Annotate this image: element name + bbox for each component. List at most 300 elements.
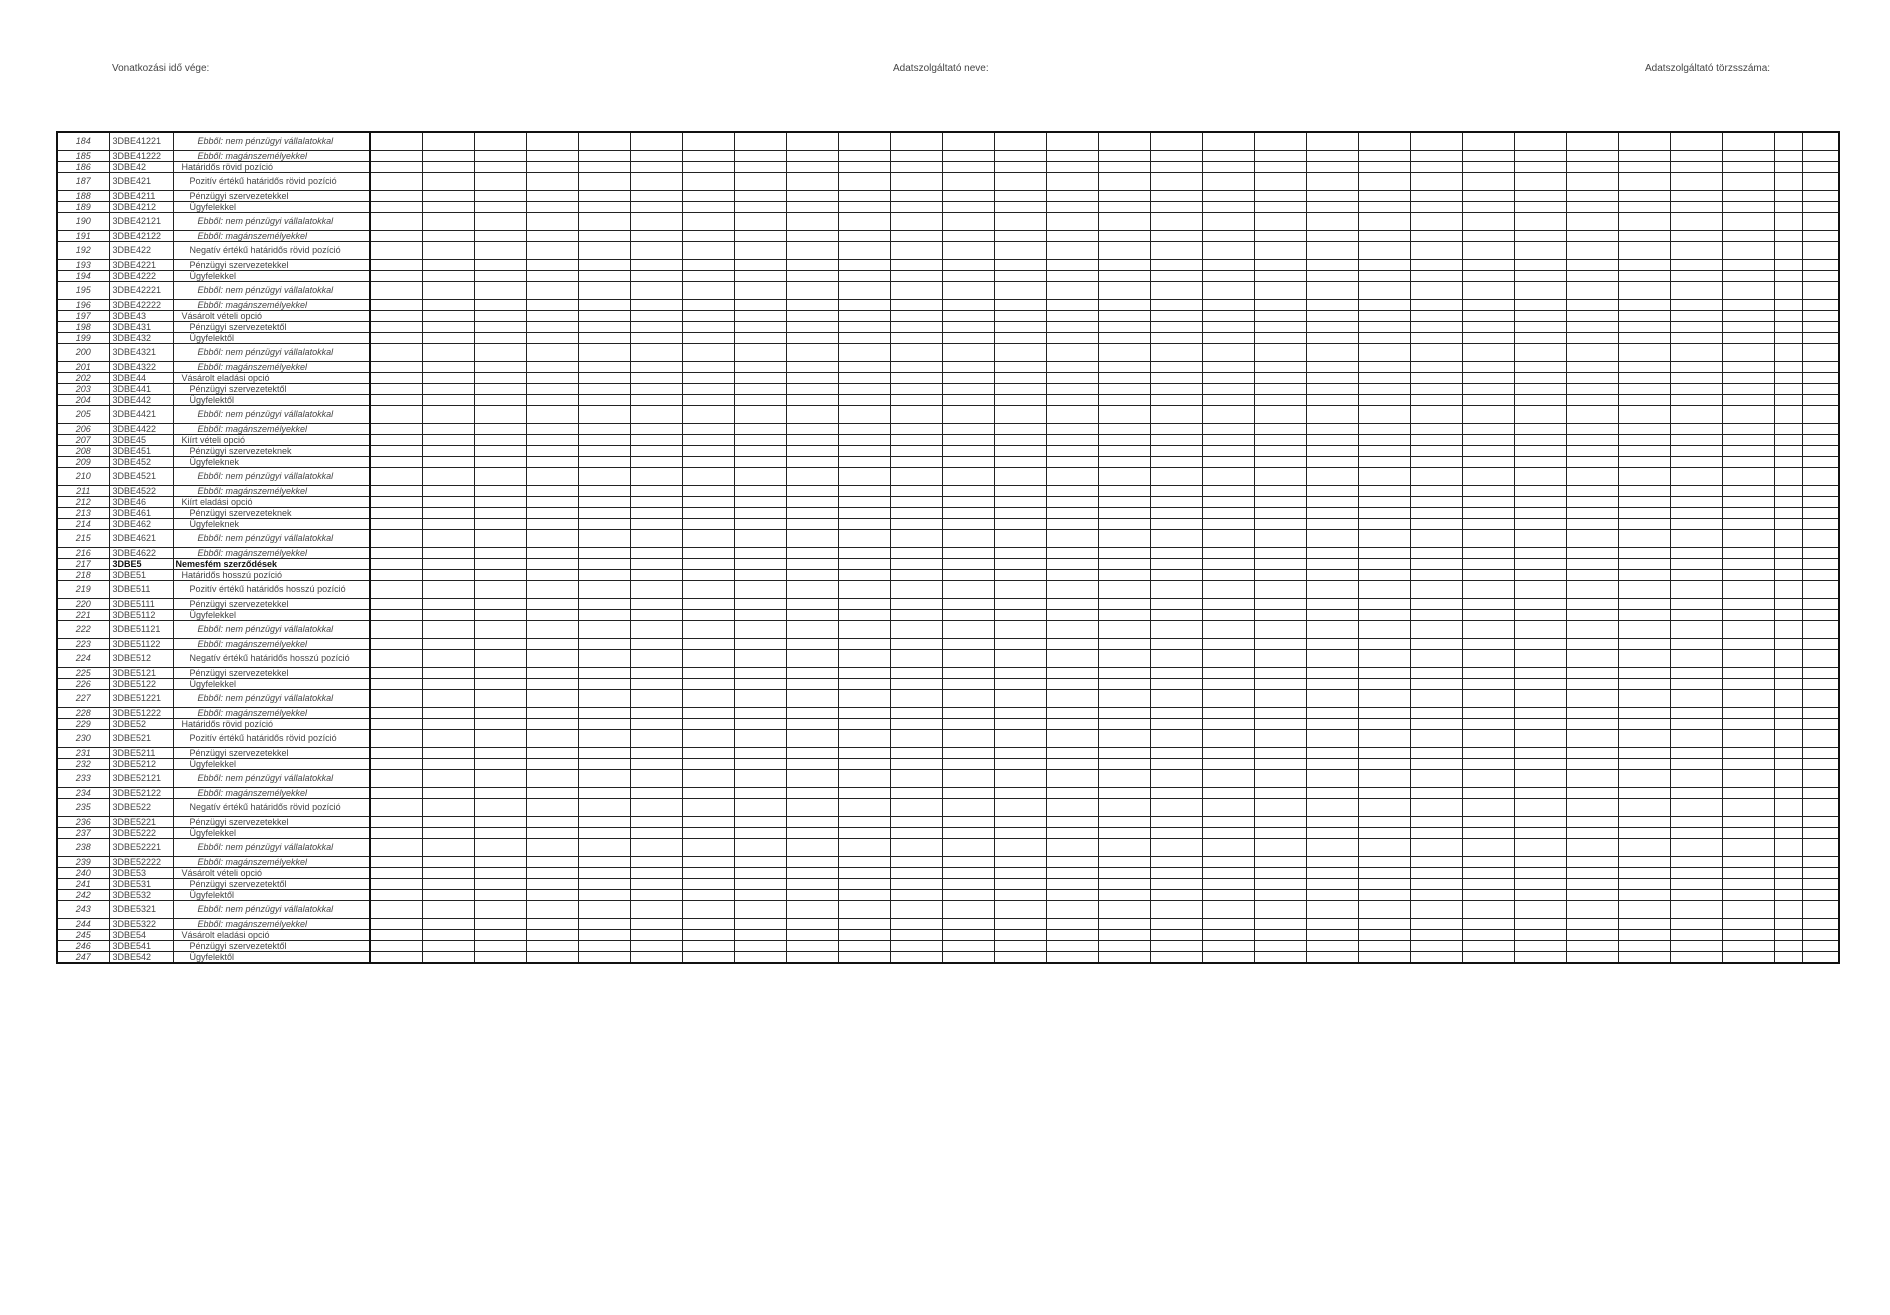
data-cell[interactable] [1358,372,1410,383]
data-cell[interactable] [734,580,786,598]
data-cell[interactable] [1358,649,1410,667]
data-cell[interactable] [942,394,994,405]
data-cell[interactable] [1098,445,1150,456]
data-cell[interactable] [1358,343,1410,361]
data-cell[interactable] [1202,496,1254,507]
data-cell[interactable] [1254,900,1306,918]
data-cell[interactable] [890,838,942,856]
data-cell[interactable] [474,372,526,383]
data-cell[interactable] [1046,332,1098,343]
data-cell[interactable] [1618,609,1670,620]
data-cell[interactable] [474,827,526,838]
data-cell[interactable] [734,707,786,718]
data-cell[interactable] [1566,529,1618,547]
data-cell[interactable] [630,638,682,649]
data-cell[interactable] [474,212,526,230]
data-cell[interactable] [1410,718,1462,729]
data-cell[interactable] [1566,132,1618,150]
data-cell[interactable] [682,434,734,445]
data-cell[interactable] [1306,951,1358,963]
data-cell[interactable] [1306,620,1358,638]
data-cell[interactable] [1514,900,1566,918]
data-cell[interactable] [994,787,1046,798]
data-cell[interactable] [1618,729,1670,747]
data-cell[interactable] [890,467,942,485]
data-cell[interactable] [1566,638,1618,649]
data-cell[interactable] [1774,456,1802,467]
data-cell[interactable] [890,856,942,867]
data-cell[interactable] [682,918,734,929]
data-cell[interactable] [1566,816,1618,827]
data-cell[interactable] [1046,259,1098,270]
data-cell[interactable] [578,299,630,310]
data-cell[interactable] [1202,172,1254,190]
data-cell[interactable] [682,580,734,598]
data-cell[interactable] [734,230,786,241]
data-cell[interactable] [786,620,838,638]
data-cell[interactable] [1670,332,1722,343]
data-cell[interactable] [942,230,994,241]
data-cell[interactable] [1046,900,1098,918]
data-cell[interactable] [890,609,942,620]
data-cell[interactable] [1722,838,1774,856]
data-cell[interactable] [890,620,942,638]
data-cell[interactable] [630,485,682,496]
data-cell[interactable] [1618,361,1670,372]
data-cell[interactable] [1802,758,1839,769]
data-cell[interactable] [578,827,630,838]
data-cell[interactable] [1462,190,1514,201]
data-cell[interactable] [1410,445,1462,456]
data-cell[interactable] [1202,580,1254,598]
data-cell[interactable] [630,951,682,963]
data-cell[interactable] [786,150,838,161]
data-cell[interactable] [1618,190,1670,201]
data-cell[interactable] [1150,299,1202,310]
data-cell[interactable] [1802,241,1839,259]
data-cell[interactable] [1618,929,1670,940]
data-cell[interactable] [838,161,890,172]
data-cell[interactable] [1150,620,1202,638]
data-cell[interactable] [994,299,1046,310]
data-cell[interactable] [474,707,526,718]
data-cell[interactable] [994,259,1046,270]
data-cell[interactable] [630,558,682,569]
data-cell[interactable] [1618,856,1670,867]
data-cell[interactable] [786,718,838,729]
data-cell[interactable] [1410,405,1462,423]
data-cell[interactable] [1358,383,1410,394]
data-cell[interactable] [1202,445,1254,456]
data-cell[interactable] [422,787,474,798]
data-cell[interactable] [994,667,1046,678]
data-cell[interactable] [1046,729,1098,747]
data-cell[interactable] [1306,598,1358,609]
data-cell[interactable] [1358,150,1410,161]
data-cell[interactable] [734,638,786,649]
data-cell[interactable] [1202,394,1254,405]
data-cell[interactable] [1098,547,1150,558]
data-cell[interactable] [1802,951,1839,963]
data-cell[interactable] [942,649,994,667]
data-cell[interactable] [1254,518,1306,529]
data-cell[interactable] [838,212,890,230]
data-cell[interactable] [1150,383,1202,394]
data-cell[interactable] [1306,434,1358,445]
data-cell[interactable] [1410,580,1462,598]
data-cell[interactable] [1046,827,1098,838]
data-cell[interactable] [1514,856,1566,867]
data-cell[interactable] [890,951,942,963]
data-cell[interactable] [422,241,474,259]
data-cell[interactable] [1670,649,1722,667]
data-cell[interactable] [1046,270,1098,281]
data-cell[interactable] [526,718,578,729]
data-cell[interactable] [1566,747,1618,758]
data-cell[interactable] [1670,310,1722,321]
data-cell[interactable] [1046,190,1098,201]
data-cell[interactable] [1098,485,1150,496]
data-cell[interactable] [1462,299,1514,310]
data-cell[interactable] [1046,445,1098,456]
data-cell[interactable] [1410,951,1462,963]
data-cell[interactable] [1670,212,1722,230]
data-cell[interactable] [1722,281,1774,299]
data-cell[interactable] [1514,867,1566,878]
data-cell[interactable] [1802,689,1839,707]
data-cell[interactable] [1566,394,1618,405]
data-cell[interactable] [1670,230,1722,241]
data-cell[interactable] [1462,547,1514,558]
data-cell[interactable] [1462,598,1514,609]
data-cell[interactable] [526,729,578,747]
data-cell[interactable] [942,201,994,212]
data-cell[interactable] [1566,758,1618,769]
data-cell[interactable] [526,827,578,838]
data-cell[interactable] [578,496,630,507]
data-cell[interactable] [994,132,1046,150]
data-cell[interactable] [994,361,1046,372]
data-cell[interactable] [1254,372,1306,383]
data-cell[interactable] [1202,569,1254,580]
data-cell[interactable] [1670,201,1722,212]
data-cell[interactable] [1306,827,1358,838]
data-cell[interactable] [474,889,526,900]
data-cell[interactable] [942,529,994,547]
data-cell[interactable] [734,259,786,270]
data-cell[interactable] [838,507,890,518]
data-cell[interactable] [838,270,890,281]
data-cell[interactable] [1670,241,1722,259]
data-cell[interactable] [1410,456,1462,467]
data-cell[interactable] [994,332,1046,343]
data-cell[interactable] [1098,529,1150,547]
data-cell[interactable] [1046,649,1098,667]
data-cell[interactable] [578,423,630,434]
data-cell[interactable] [630,529,682,547]
data-cell[interactable] [1306,467,1358,485]
data-cell[interactable] [1774,667,1802,678]
data-cell[interactable] [994,423,1046,434]
data-cell[interactable] [1514,838,1566,856]
data-cell[interactable] [838,787,890,798]
data-cell[interactable] [422,649,474,667]
data-cell[interactable] [890,769,942,787]
data-cell[interactable] [1566,951,1618,963]
data-cell[interactable] [474,609,526,620]
data-cell[interactable] [994,569,1046,580]
data-cell[interactable] [422,609,474,620]
data-cell[interactable] [1670,259,1722,270]
data-cell[interactable] [786,940,838,951]
data-cell[interactable] [1514,372,1566,383]
data-cell[interactable] [1254,405,1306,423]
data-cell[interactable] [1566,518,1618,529]
data-cell[interactable] [890,150,942,161]
data-cell[interactable] [1254,747,1306,758]
data-cell[interactable] [942,270,994,281]
data-cell[interactable] [1566,718,1618,729]
data-cell[interactable] [1046,718,1098,729]
data-cell[interactable] [1150,667,1202,678]
data-cell[interactable] [682,332,734,343]
data-cell[interactable] [1566,259,1618,270]
data-cell[interactable] [578,867,630,878]
data-cell[interactable] [1098,212,1150,230]
data-cell[interactable] [1306,638,1358,649]
data-cell[interactable] [838,132,890,150]
data-cell[interactable] [1098,667,1150,678]
data-cell[interactable] [1618,940,1670,951]
data-cell[interactable] [1306,383,1358,394]
data-cell[interactable] [578,940,630,951]
data-cell[interactable] [1802,929,1839,940]
data-cell[interactable] [474,343,526,361]
data-cell[interactable] [1410,598,1462,609]
data-cell[interactable] [1306,900,1358,918]
data-cell[interactable] [578,467,630,485]
data-cell[interactable] [942,259,994,270]
data-cell[interactable] [1514,929,1566,940]
data-cell[interactable] [1566,434,1618,445]
data-cell[interactable] [578,747,630,758]
data-cell[interactable] [474,667,526,678]
data-cell[interactable] [994,729,1046,747]
data-cell[interactable] [1202,940,1254,951]
data-cell[interactable] [578,529,630,547]
data-cell[interactable] [474,718,526,729]
data-cell[interactable] [1046,281,1098,299]
data-cell[interactable] [474,747,526,758]
data-cell[interactable] [942,361,994,372]
data-cell[interactable] [1306,609,1358,620]
data-cell[interactable] [1046,310,1098,321]
data-cell[interactable] [1358,172,1410,190]
data-cell[interactable] [578,798,630,816]
data-cell[interactable] [630,361,682,372]
data-cell[interactable] [786,609,838,620]
data-cell[interactable] [526,649,578,667]
data-cell[interactable] [1410,361,1462,372]
data-cell[interactable] [630,609,682,620]
data-cell[interactable] [422,769,474,787]
data-cell[interactable] [1514,638,1566,649]
data-cell[interactable] [1514,667,1566,678]
data-cell[interactable] [1774,758,1802,769]
data-cell[interactable] [474,547,526,558]
data-cell[interactable] [1098,620,1150,638]
data-cell[interactable] [1150,507,1202,518]
data-cell[interactable] [1514,230,1566,241]
data-cell[interactable] [1618,900,1670,918]
data-cell[interactable] [1306,445,1358,456]
data-cell[interactable] [1722,547,1774,558]
data-cell[interactable] [1566,678,1618,689]
data-cell[interactable] [1046,518,1098,529]
data-cell[interactable] [786,467,838,485]
data-cell[interactable] [422,281,474,299]
data-cell[interactable] [1254,816,1306,827]
data-cell[interactable] [474,598,526,609]
data-cell[interactable] [1202,929,1254,940]
data-cell[interactable] [370,150,422,161]
data-cell[interactable] [942,496,994,507]
data-cell[interactable] [474,241,526,259]
data-cell[interactable] [1774,434,1802,445]
data-cell[interactable] [1202,918,1254,929]
data-cell[interactable] [1670,900,1722,918]
data-cell[interactable] [1254,190,1306,201]
data-cell[interactable] [1566,558,1618,569]
data-cell[interactable] [1618,372,1670,383]
data-cell[interactable] [526,889,578,900]
data-cell[interactable] [1358,507,1410,518]
data-cell[interactable] [1410,518,1462,529]
data-cell[interactable] [1514,434,1566,445]
data-cell[interactable] [1306,558,1358,569]
data-cell[interactable] [1046,299,1098,310]
data-cell[interactable] [1098,878,1150,889]
data-cell[interactable] [1462,321,1514,332]
data-cell[interactable] [1618,769,1670,787]
data-cell[interactable] [838,547,890,558]
data-cell[interactable] [1150,798,1202,816]
data-cell[interactable] [1722,827,1774,838]
data-cell[interactable] [1802,638,1839,649]
data-cell[interactable] [526,132,578,150]
data-cell[interactable] [1462,394,1514,405]
data-cell[interactable] [370,649,422,667]
data-cell[interactable] [838,940,890,951]
data-cell[interactable] [786,787,838,798]
data-cell[interactable] [994,507,1046,518]
data-cell[interactable] [578,361,630,372]
data-cell[interactable] [1098,718,1150,729]
data-cell[interactable] [1774,827,1802,838]
data-cell[interactable] [1802,405,1839,423]
data-cell[interactable] [1306,518,1358,529]
data-cell[interactable] [1802,230,1839,241]
data-cell[interactable] [578,918,630,929]
data-cell[interactable] [1306,667,1358,678]
data-cell[interactable] [1046,747,1098,758]
data-cell[interactable] [994,172,1046,190]
data-cell[interactable] [786,485,838,496]
data-cell[interactable] [1618,212,1670,230]
data-cell[interactable] [1046,456,1098,467]
data-cell[interactable] [838,201,890,212]
data-cell[interactable] [1802,172,1839,190]
data-cell[interactable] [526,150,578,161]
data-cell[interactable] [630,423,682,434]
data-cell[interactable] [370,667,422,678]
data-cell[interactable] [1670,609,1722,620]
data-cell[interactable] [1150,485,1202,496]
data-cell[interactable] [474,405,526,423]
data-cell[interactable] [1098,423,1150,434]
data-cell[interactable] [1722,758,1774,769]
data-cell[interactable] [1254,361,1306,372]
data-cell[interactable] [1514,456,1566,467]
data-cell[interactable] [890,299,942,310]
data-cell[interactable] [1618,394,1670,405]
data-cell[interactable] [1046,918,1098,929]
data-cell[interactable] [422,496,474,507]
data-cell[interactable] [630,547,682,558]
data-cell[interactable] [1462,241,1514,259]
data-cell[interactable] [838,343,890,361]
data-cell[interactable] [1670,580,1722,598]
data-cell[interactable] [422,230,474,241]
data-cell[interactable] [1202,190,1254,201]
data-cell[interactable] [474,230,526,241]
data-cell[interactable] [474,321,526,332]
data-cell[interactable] [1150,496,1202,507]
data-cell[interactable] [1462,638,1514,649]
data-cell[interactable] [1514,889,1566,900]
data-cell[interactable] [1774,321,1802,332]
data-cell[interactable] [1098,507,1150,518]
data-cell[interactable] [1618,798,1670,816]
data-cell[interactable] [1802,816,1839,827]
data-cell[interactable] [1514,343,1566,361]
data-cell[interactable] [1722,423,1774,434]
data-cell[interactable] [1670,547,1722,558]
data-cell[interactable] [1802,259,1839,270]
data-cell[interactable] [1202,787,1254,798]
data-cell[interactable] [786,798,838,816]
data-cell[interactable] [630,598,682,609]
data-cell[interactable] [838,518,890,529]
data-cell[interactable] [734,241,786,259]
data-cell[interactable] [1462,496,1514,507]
data-cell[interactable] [526,372,578,383]
data-cell[interactable] [1254,929,1306,940]
data-cell[interactable] [1566,383,1618,394]
data-cell[interactable] [1306,343,1358,361]
data-cell[interactable] [422,547,474,558]
data-cell[interactable] [1098,372,1150,383]
data-cell[interactable] [1046,867,1098,878]
data-cell[interactable] [1254,150,1306,161]
data-cell[interactable] [838,900,890,918]
data-cell[interactable] [786,212,838,230]
data-cell[interactable] [1150,259,1202,270]
data-cell[interactable] [786,423,838,434]
data-cell[interactable] [474,150,526,161]
data-cell[interactable] [682,900,734,918]
data-cell[interactable] [474,689,526,707]
